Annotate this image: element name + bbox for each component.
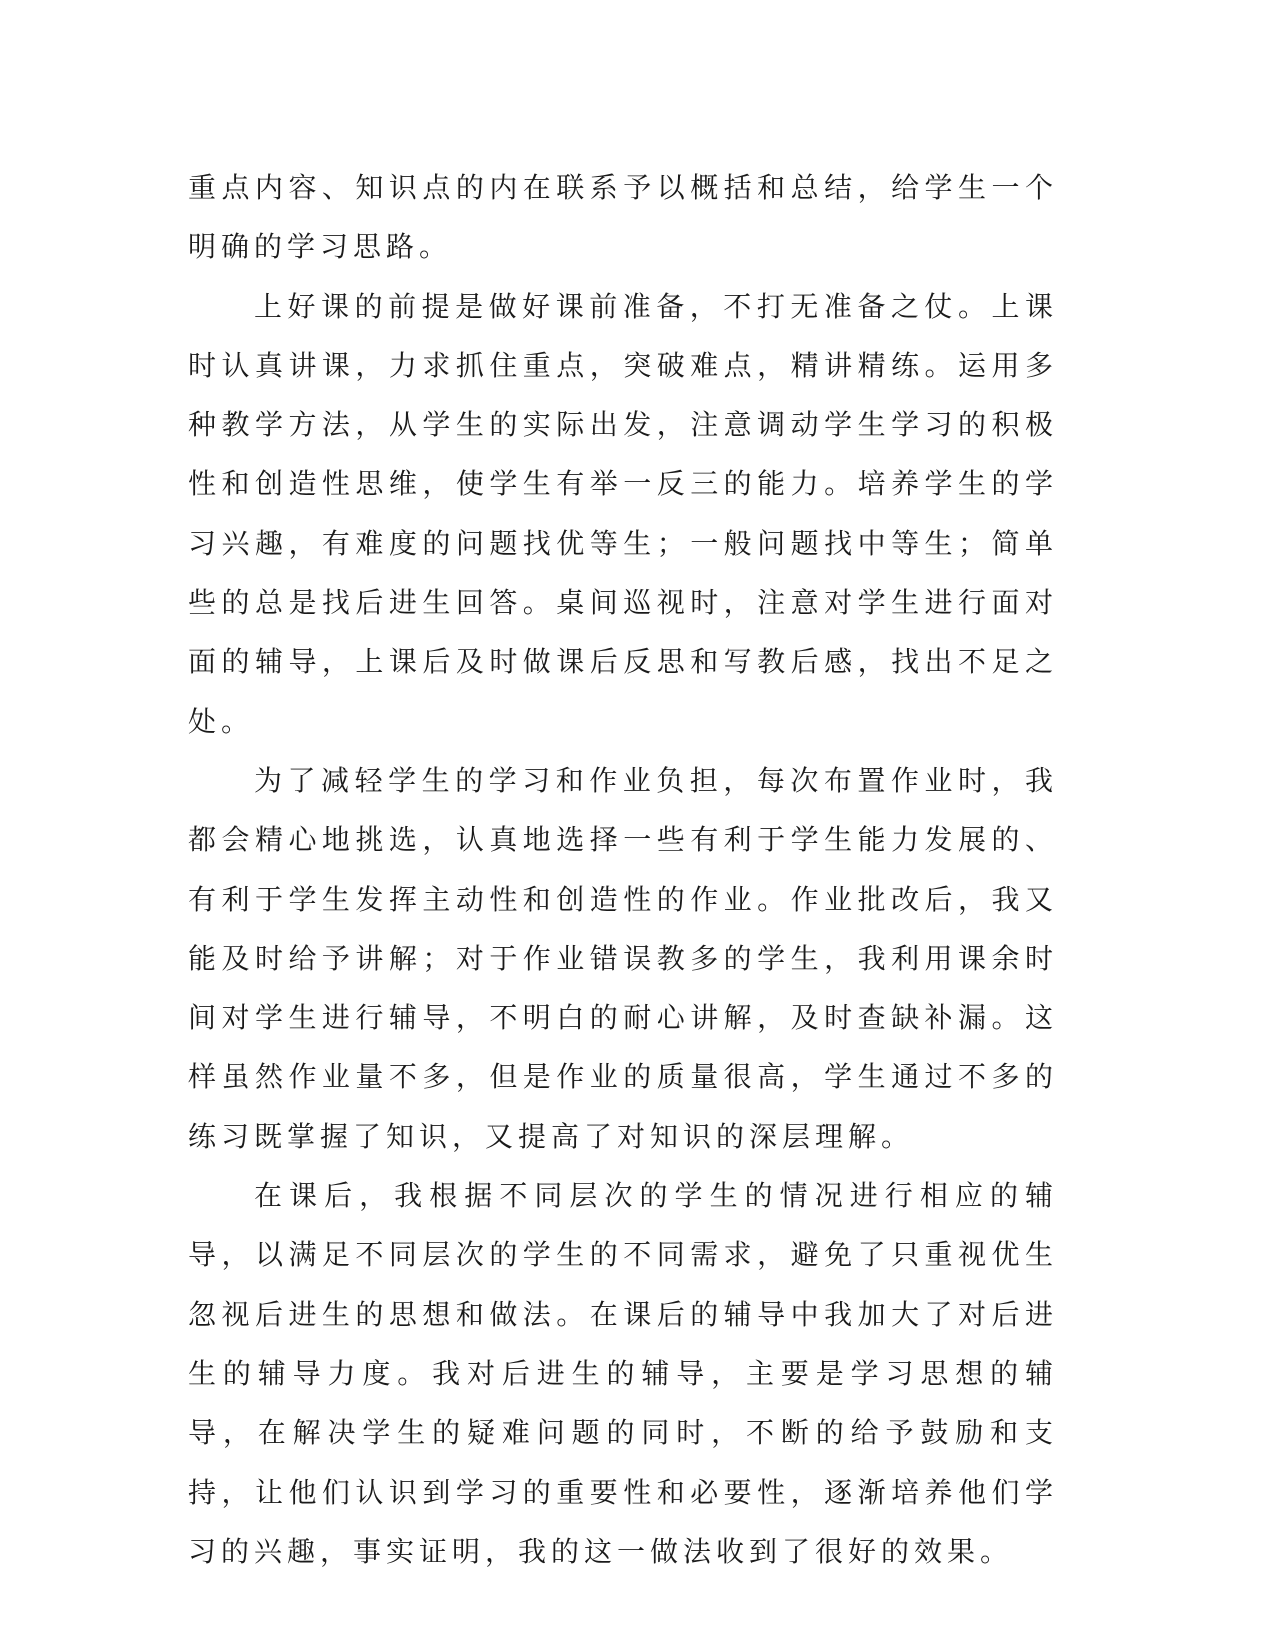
paragraph-continued: 重点内容、知识点的内在联系予以概括和总结，给学生一个明确的学习思路。	[188, 171, 1058, 264]
paragraph-homework: 为了减轻学生的学习和作业负担，每次布置作业时，我都会精心地挑选，认真地选择一些有利于学生能力发展的、有利于学生发挥主动性和创造性的作业。作业批改后，我又能及时给予讲解；对于作业错误教多的学生，我利用课余时间对学生进行辅导，不明白的耐心讲解，及时查缺补漏。这样虽然作业量不多，但是作业的质量很高，学生通过不多的练习既掌握了知识，又提高了对知识的深层理解。	[188, 763, 1058, 1153]
paragraph-lesson-preparation: 上好课的前提是做好课前准备，不打无准备之仗。上课时认真讲课，力求抓住重点，突破难点，精讲精练。运用多种教学方法，从学生的实际出发，注意调动学生学习的积极性和创造性思维，使学生有举一反三的能力。培养学生的学习兴趣，有难度的问题找优等生；一般问题找中等生；简单些的总是找后进生回答。桌间巡视时，注意对学生进行面对面的辅导，上课后及时做课后反思和写教后感，找出不足之处。	[188, 289, 1058, 738]
paragraph-after-class-tutoring: 在课后，我根据不同层次的学生的情况进行相应的辅导，以满足不同层次的学生的不同需求，避免了只重视优生忽视后进生的思想和做法。在课后的辅导中我加大了对后进生的辅导力度。我对后进生的辅导，主要是学习思想的辅导，在解决学生的疑难问题的同时，不断的给予鼓励和支持，让他们认识到学习的重要性和必要性，逐渐培养他们学习的兴趣，事实证明，我的这一做法收到了很好的效果。	[188, 1179, 1058, 1568]
document-body	[188, 158, 1058, 1581]
